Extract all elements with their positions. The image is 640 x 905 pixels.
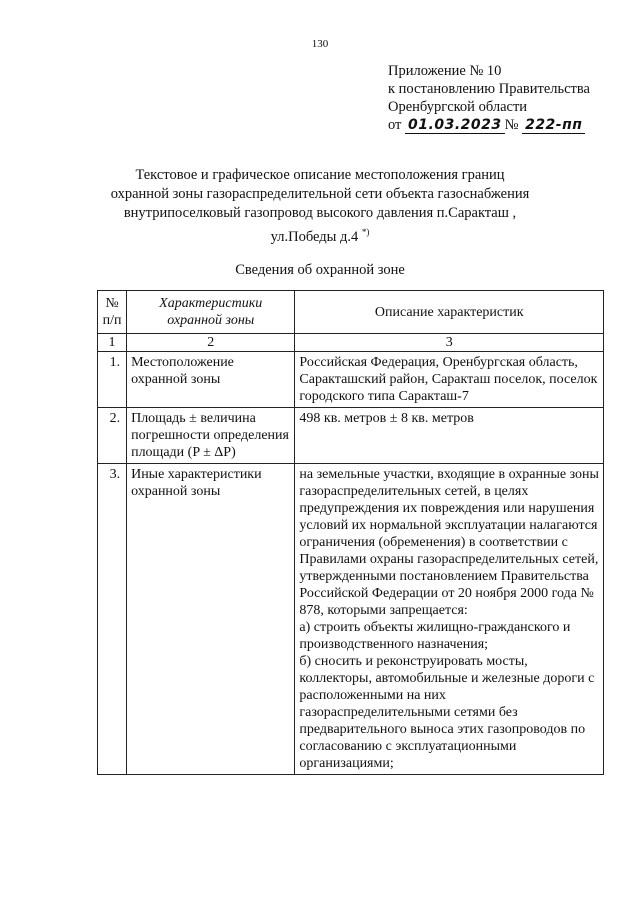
table-row xyxy=(98,352,604,408)
title-line-4 xyxy=(110,223,530,247)
title-line-2: охранной зоны газораспределительной сети объекта газоснабжения xyxy=(110,186,530,202)
title-line-3: внутрипоселковый газопровод высокого давления п.Саракташ , xyxy=(123,205,517,221)
row-description xyxy=(295,464,604,775)
table-row xyxy=(98,408,604,464)
footnote-mark: *) xyxy=(361,227,370,237)
row-number: 1. xyxy=(98,352,127,408)
title-line-4-text: ул.Победы д.4 xyxy=(270,228,359,245)
row-characteristic: Площадь ± величина погрешности определения площади (P ± ΔP) xyxy=(127,408,295,464)
row-description-main: на земельные участки, входящие в охранные зоны газораспределительных сетей, в целях предупреждения их повреждения или нарушения условий их нормальной эксплуатации налагаются ограничения (обременения) в соответствии с Правилами охраны газораспределительных сетей, утвержденными постановлением Правительства Российской Федерации от 20 ноября 2000 года № 878, которыми запрещается: xyxy=(299,467,599,618)
row-description: Российская Федерация, Оренбургская область, Саракташский район, Саракташ поселок, поселок городского типа Саракташ-7 xyxy=(295,352,604,408)
row-characteristic: Иные характеристики охранной зоны xyxy=(127,464,295,775)
row-description-item-b: б) сносить и реконструировать мосты, коллекторы, автомобильные и железные дороги с расположенными на них газораспределительными сетями без предварительного выноса этих газопроводов по согласованию с эксплуатационными организациями; xyxy=(299,654,595,771)
appendix-line-3: Оренбургской области xyxy=(388,99,528,115)
row-description-item-a: а) строить объекты жилищно-гражданского и производственного назначения; xyxy=(299,620,571,652)
table-header-row xyxy=(98,291,604,334)
table-row xyxy=(98,464,604,775)
protection-zone-table xyxy=(97,290,604,775)
handwritten-date: 01.03.2023 xyxy=(405,117,505,134)
appendix-line-1: Приложение № 10 xyxy=(388,63,502,79)
section-title: Сведения об охранной зоне xyxy=(235,262,405,278)
appendix-line-2: к постановлению Правительства xyxy=(388,81,590,97)
row-description: 498 кв. метров ± 8 кв. метров xyxy=(295,408,604,464)
index-cell-2: 2 xyxy=(127,334,295,352)
row-characteristic: Местоположение охранной зоны xyxy=(127,352,295,408)
handwritten-number: 222-пп xyxy=(522,117,585,134)
header-description: Описание характеристик xyxy=(295,291,604,334)
header-characteristics: Характеристики охранной зоны xyxy=(127,291,295,334)
page-number: 130 xyxy=(311,38,329,50)
document-title xyxy=(110,166,530,247)
appendix-block xyxy=(388,62,628,134)
date-prefix: от xyxy=(388,117,402,133)
row-number: 2. xyxy=(98,408,127,464)
table-index-row xyxy=(98,334,604,352)
appendix-date-line xyxy=(388,116,628,134)
header-number: № п/п xyxy=(98,291,127,334)
number-prefix: № xyxy=(504,117,519,133)
index-cell-3: 3 xyxy=(295,334,604,352)
index-cell-1: 1 xyxy=(98,334,127,352)
title-line-1: Текстовое и графическое описание местоположения границ xyxy=(135,167,505,183)
row-number: 3. xyxy=(98,464,127,775)
